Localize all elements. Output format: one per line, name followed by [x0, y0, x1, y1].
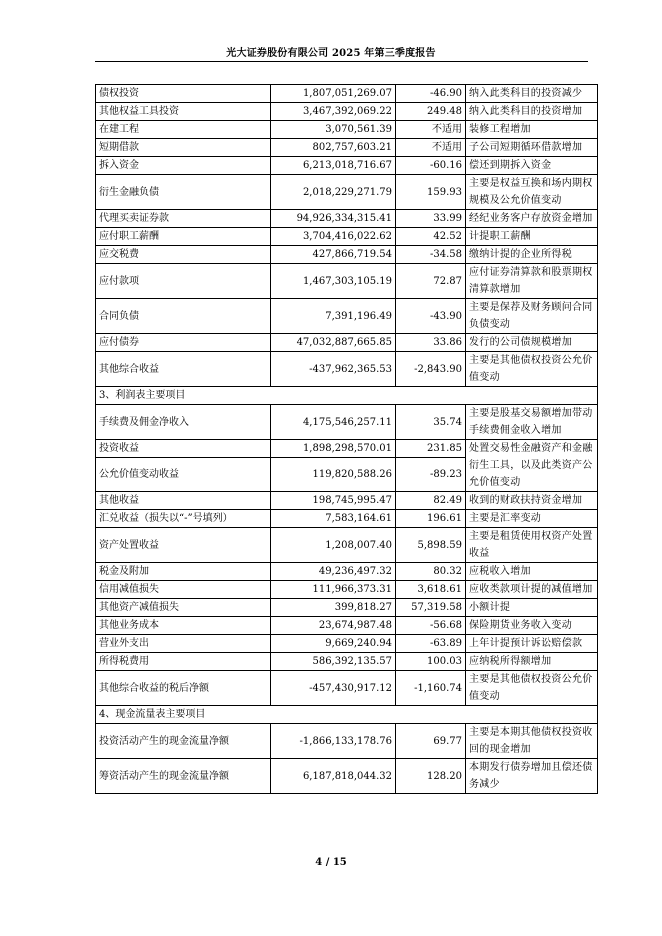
row-change-percent: 159.93	[396, 175, 466, 210]
row-change-reason: 应付证券清算款和股票期权清算款增加	[466, 264, 598, 299]
row-item-label: 所得税费用	[96, 653, 271, 671]
row-change-reason: 偿还到期拆入资金	[466, 157, 598, 175]
row-change-percent: 128.20	[396, 759, 466, 794]
row-change-reason: 应收类款项计提的减值增加	[466, 581, 598, 599]
row-change-percent: -56.68	[396, 617, 466, 635]
row-change-percent: 57,319.58	[396, 599, 466, 617]
table-row	[96, 653, 598, 671]
row-change-reason: 主要是其他债权投资公允价值变动	[466, 352, 598, 387]
row-change-reason: 保险期货业务收入变动	[466, 617, 598, 635]
row-item-label: 筹资活动产生的现金流量净额	[96, 759, 271, 794]
table-row	[96, 175, 598, 210]
table-row	[96, 103, 598, 121]
row-change-percent: 42.52	[396, 228, 466, 246]
row-item-label: 应付款项	[96, 264, 271, 299]
row-item-label: 投资收益	[96, 440, 271, 458]
row-item-label: 其他业务成本	[96, 617, 271, 635]
row-amount: 94,926,334,315.41	[271, 210, 396, 228]
row-change-reason: 收到的财政扶持资金增加	[466, 492, 598, 510]
row-item-label: 汇兑收益（损失以“-”号填列）	[96, 510, 271, 528]
row-item-label: 其他综合收益	[96, 352, 271, 387]
table-row	[96, 405, 598, 440]
row-change-percent: -60.16	[396, 157, 466, 175]
table-row	[96, 264, 598, 299]
row-change-percent: 196.61	[396, 510, 466, 528]
row-amount: 1,467,303,105.19	[271, 264, 396, 299]
row-change-percent: -34.58	[396, 246, 466, 264]
row-change-reason: 主要是保荐及财务顾问合同负债变动	[466, 299, 598, 334]
table-row	[96, 563, 598, 581]
row-item-label: 手续费及佣金净收入	[96, 405, 271, 440]
section-heading: 3、利润表主要项目	[96, 387, 598, 405]
row-change-reason: 缴纳计提的企业所得税	[466, 246, 598, 264]
row-item-label: 营业外支出	[96, 635, 271, 653]
row-amount: -1,866,133,178.76	[271, 724, 396, 759]
table-row	[96, 581, 598, 599]
row-change-reason: 应纳税所得额增加	[466, 653, 598, 671]
row-amount: -457,430,917.12	[271, 671, 396, 706]
row-change-percent: -43.90	[396, 299, 466, 334]
row-amount: 1,898,298,570.01	[271, 440, 396, 458]
row-amount: 6,187,818,044.32	[271, 759, 396, 794]
row-change-reason: 装修工程增加	[466, 121, 598, 139]
row-amount: 23,674,987.48	[271, 617, 396, 635]
row-amount: 47,032,887,665.85	[271, 334, 396, 352]
financial-change-table	[95, 84, 598, 794]
row-amount: 802,757,603.21	[271, 139, 396, 157]
row-item-label: 应交税费	[96, 246, 271, 264]
row-change-percent: 82.49	[396, 492, 466, 510]
row-item-label: 拆入资金	[96, 157, 271, 175]
row-change-reason: 处置交易性金融资产和金融衍生工具，以及此类资产公允价值变动	[466, 440, 598, 492]
row-item-label: 税金及附加	[96, 563, 271, 581]
row-change-reason: 经纪业务客户存放资金增加	[466, 210, 598, 228]
row-change-reason: 主要是权益互换和场内期权规模及公允价值变动	[466, 175, 598, 210]
table-row	[96, 492, 598, 510]
row-item-label: 应付债券	[96, 334, 271, 352]
row-change-percent: 231.85	[396, 440, 466, 458]
row-amount: 6,213,018,716.67	[271, 157, 396, 175]
row-amount: 7,391,196.49	[271, 299, 396, 334]
row-change-percent: 33.86	[396, 334, 466, 352]
row-item-label: 其他资产减值损失	[96, 599, 271, 617]
table-row	[96, 210, 598, 228]
row-item-label: 应付职工薪酬	[96, 228, 271, 246]
row-change-percent: -2,843.90	[396, 352, 466, 387]
row-change-percent: -89.23	[396, 458, 466, 492]
table-row	[96, 157, 598, 175]
page-header-title: 光大证券股份有限公司 2025 年第三季度报告	[226, 48, 436, 59]
row-item-label: 资产处置收益	[96, 528, 271, 563]
row-change-percent: 72.87	[396, 264, 466, 299]
row-change-percent: 不适用	[396, 121, 466, 139]
table-row	[96, 724, 598, 759]
table-row	[96, 139, 598, 157]
row-change-reason: 计提职工薪酬	[466, 228, 598, 246]
row-amount: 399,818.27	[271, 599, 396, 617]
row-change-reason: 主要是本期其他债权投资收回的现金增加	[466, 724, 598, 759]
row-amount: 3,704,416,022.62	[271, 228, 396, 246]
row-change-percent: -1,160.74	[396, 671, 466, 706]
table-body	[96, 85, 598, 794]
row-item-label: 其他综合收益的税后净额	[96, 671, 271, 706]
row-item-label: 公允价值变动收益	[96, 458, 271, 492]
row-amount: 7,583,164.61	[271, 510, 396, 528]
row-amount: 9,669,240.94	[271, 635, 396, 653]
row-item-label: 衍生金融负债	[96, 175, 271, 210]
table-row	[96, 334, 598, 352]
row-amount: 198,745,995.47	[271, 492, 396, 510]
row-amount: 1,807,051,269.07	[271, 85, 396, 103]
table-row	[96, 671, 598, 706]
row-change-reason: 主要是股基交易额增加带动手续费佣金收入增加	[466, 405, 598, 440]
row-change-reason: 主要是其他债权投资公允价值变动	[466, 671, 598, 706]
row-change-percent: -63.89	[396, 635, 466, 653]
row-item-label: 投资活动产生的现金流量净额	[96, 724, 271, 759]
row-amount: 1,208,007.40	[271, 528, 396, 563]
table-row	[96, 599, 598, 617]
page-number: 4 / 15	[315, 857, 347, 868]
row-change-percent: 249.48	[396, 103, 466, 121]
row-amount: 111,966,373.31	[271, 581, 396, 599]
row-item-label: 其他权益工具投资	[96, 103, 271, 121]
table-row	[96, 228, 598, 246]
row-item-label: 债权投资	[96, 85, 271, 103]
row-item-label: 信用减值损失	[96, 581, 271, 599]
row-change-reason: 主要是汇率变动	[466, 510, 598, 528]
table-row	[96, 617, 598, 635]
row-change-percent: 100.03	[396, 653, 466, 671]
row-change-reason: 纳入此类科目的投资减少	[466, 85, 598, 103]
row-change-reason: 本期发行债券增加且偿还债务减少	[466, 759, 598, 794]
row-amount: 49,236,497.32	[271, 563, 396, 581]
row-amount: 3,070,561.39	[271, 121, 396, 139]
row-amount: 3,467,392,069.22	[271, 103, 396, 121]
row-amount: 4,175,546,257.11	[271, 405, 396, 440]
row-item-label: 代理买卖证券款	[96, 210, 271, 228]
row-amount: 119,820,588.26	[271, 458, 396, 492]
table-row	[96, 528, 598, 563]
row-change-reason: 主要是租赁使用权资产处置收益	[466, 528, 598, 563]
table-row	[96, 759, 598, 794]
row-change-percent: 3,618.61	[396, 581, 466, 599]
row-amount: 586,392,135.57	[271, 653, 396, 671]
row-change-percent: 33.99	[396, 210, 466, 228]
row-change-percent: 35.74	[396, 405, 466, 440]
table-row	[96, 299, 598, 334]
row-item-label: 短期借款	[96, 139, 271, 157]
section-heading-row	[96, 387, 598, 405]
table-row	[96, 352, 598, 387]
row-amount: -437,962,365.53	[271, 352, 396, 387]
table-row	[96, 121, 598, 139]
table-row	[96, 246, 598, 264]
row-change-reason: 纳入此类科目的投资增加	[466, 103, 598, 121]
section-heading-row	[96, 706, 598, 724]
row-change-percent: 80.32	[396, 563, 466, 581]
row-amount: 2,018,229,271.79	[271, 175, 396, 210]
table-row	[96, 440, 598, 458]
row-change-percent: 69.77	[396, 724, 466, 759]
table-row	[96, 510, 598, 528]
row-change-reason: 应税收入增加	[466, 563, 598, 581]
row-change-reason: 发行的公司债规模增加	[466, 334, 598, 352]
row-item-label: 在建工程	[96, 121, 271, 139]
row-item-label: 合同负债	[96, 299, 271, 334]
row-change-percent: 5,898.59	[396, 528, 466, 563]
row-change-percent: 不适用	[396, 139, 466, 157]
row-amount: 427,866,719.54	[271, 246, 396, 264]
row-change-percent: -46.90	[396, 85, 466, 103]
table-row	[96, 85, 598, 103]
row-change-reason: 小额计提	[466, 599, 598, 617]
header-rule	[95, 61, 588, 62]
row-item-label: 其他收益	[96, 492, 271, 510]
row-change-reason: 上年计提预计诉讼赔偿款	[466, 635, 598, 653]
section-heading: 4、现金流量表主要项目	[96, 706, 598, 724]
row-change-reason: 子公司短期循环借款增加	[466, 139, 598, 157]
table-row	[96, 635, 598, 653]
